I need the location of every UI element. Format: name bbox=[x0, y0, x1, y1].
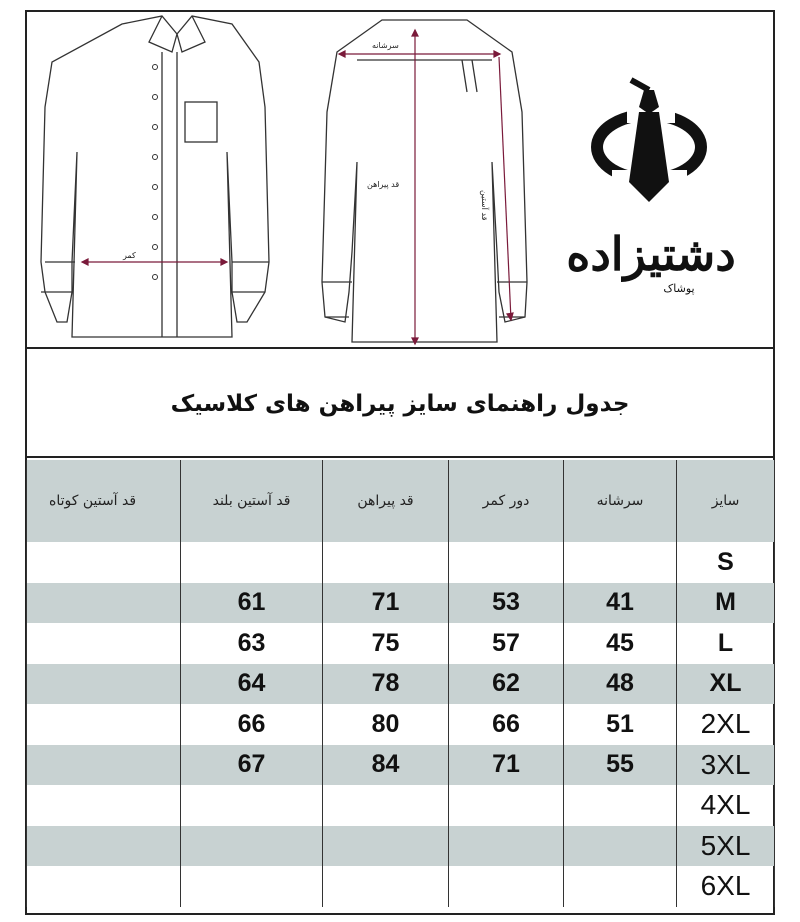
waist-cell bbox=[449, 866, 564, 907]
waist-cell bbox=[449, 826, 564, 867]
size-cell: XL bbox=[677, 664, 775, 705]
shoulder-label: سرشانه bbox=[372, 41, 399, 50]
brand-name: دشتیزاده bbox=[566, 227, 736, 281]
long-sleeve-cell: 66 bbox=[181, 704, 323, 745]
brand-logo bbox=[566, 80, 736, 295]
long-sleeve-cell bbox=[181, 866, 323, 907]
waist-cell: 53 bbox=[449, 583, 564, 624]
shoulder-cell: 55 bbox=[564, 745, 677, 786]
size-table bbox=[26, 460, 775, 907]
length-measure-line bbox=[412, 30, 418, 344]
size-cell: 6XL bbox=[677, 866, 775, 907]
divider-bottom bbox=[25, 456, 775, 458]
short-sleeve-cell bbox=[27, 623, 181, 664]
table-row bbox=[27, 623, 775, 664]
length-cell bbox=[323, 785, 449, 826]
table-row bbox=[27, 745, 775, 786]
header-shoulder: سرشانه bbox=[564, 460, 677, 542]
header-size: سایز bbox=[677, 460, 775, 542]
short-sleeve-cell bbox=[27, 542, 181, 583]
shoulder-cell: 41 bbox=[564, 583, 677, 624]
size-cell: 2XL bbox=[677, 704, 775, 745]
brand-tagline: پوشاک bbox=[663, 282, 695, 295]
table-header-row bbox=[27, 460, 775, 542]
length-cell: 75 bbox=[323, 623, 449, 664]
long-sleeve-cell bbox=[181, 542, 323, 583]
table-row bbox=[27, 826, 775, 867]
table-row bbox=[27, 704, 775, 745]
shoulder-cell bbox=[564, 866, 677, 907]
header-short-sleeve: قد آستین کوتاه bbox=[27, 460, 181, 542]
size-cell: S bbox=[677, 542, 775, 583]
waist-cell: 57 bbox=[449, 623, 564, 664]
long-sleeve-cell: 63 bbox=[181, 623, 323, 664]
header-long-sleeve: قد آستین بلند bbox=[181, 460, 323, 542]
waist-cell bbox=[449, 542, 564, 583]
shirt-illustration bbox=[27, 12, 773, 347]
short-sleeve-cell bbox=[27, 826, 181, 867]
short-sleeve-cell bbox=[27, 785, 181, 826]
sleeve-length-label: قد آستین bbox=[480, 190, 489, 221]
divider-top bbox=[25, 347, 775, 349]
header-shirt-length: قد پیراهن bbox=[323, 460, 449, 542]
length-cell bbox=[323, 542, 449, 583]
page-title: جدول راهنمای سایز پیراهن های کلاسیک bbox=[170, 391, 630, 417]
long-sleeve-cell: 67 bbox=[181, 745, 323, 786]
short-sleeve-cell bbox=[27, 664, 181, 705]
waist-cell: 62 bbox=[449, 664, 564, 705]
waist-cell: 71 bbox=[449, 745, 564, 786]
shoulder-cell: 45 bbox=[564, 623, 677, 664]
waist-measure-line bbox=[82, 259, 227, 265]
long-sleeve-cell: 61 bbox=[181, 583, 323, 624]
long-sleeve-cell: 64 bbox=[181, 664, 323, 705]
long-sleeve-cell bbox=[181, 785, 323, 826]
shoulder-cell bbox=[564, 826, 677, 867]
table-row bbox=[27, 866, 775, 907]
short-sleeve-cell bbox=[27, 583, 181, 624]
size-cell: 3XL bbox=[677, 745, 775, 786]
length-cell: 84 bbox=[323, 745, 449, 786]
shoulder-measure-line bbox=[339, 51, 500, 57]
table-row bbox=[27, 664, 775, 705]
size-cell: M bbox=[677, 583, 775, 624]
shoulder-cell bbox=[564, 542, 677, 583]
sleeve-measure-line bbox=[499, 57, 513, 320]
short-sleeve-cell bbox=[27, 866, 181, 907]
shirt-length-label: قد پیراهن bbox=[367, 180, 400, 189]
header-waist: دور کمر bbox=[449, 460, 564, 542]
long-sleeve-cell bbox=[181, 826, 323, 867]
table-row bbox=[27, 542, 775, 583]
size-cell: 4XL bbox=[677, 785, 775, 826]
table-row bbox=[27, 785, 775, 826]
waist-cell bbox=[449, 785, 564, 826]
shirt-front-buttons bbox=[153, 65, 158, 280]
length-cell: 80 bbox=[323, 704, 449, 745]
short-sleeve-cell bbox=[27, 704, 181, 745]
size-cell: 5XL bbox=[677, 826, 775, 867]
short-sleeve-cell bbox=[27, 745, 181, 786]
length-cell: 71 bbox=[323, 583, 449, 624]
table-row bbox=[27, 583, 775, 624]
length-cell: 78 bbox=[323, 664, 449, 705]
waist-label: کمر bbox=[123, 251, 136, 260]
shirt-back-drawing bbox=[322, 20, 527, 342]
waist-cell: 66 bbox=[449, 704, 564, 745]
shoulder-cell: 48 bbox=[564, 664, 677, 705]
length-cell bbox=[323, 866, 449, 907]
size-cell: L bbox=[677, 623, 775, 664]
shirt-diagram bbox=[27, 12, 773, 347]
shoulder-cell bbox=[564, 785, 677, 826]
shoulder-cell: 51 bbox=[564, 704, 677, 745]
length-cell bbox=[323, 826, 449, 867]
